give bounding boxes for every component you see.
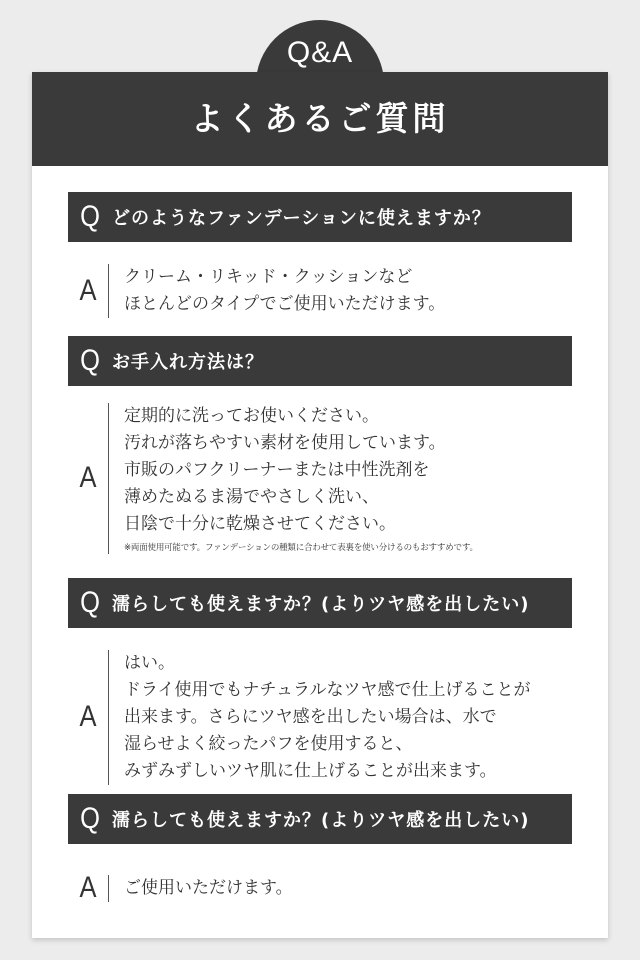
answer-note: ※両面使用可能です。ファンデーションの種類に合わせて表裏を使い分けるのもおすすめです。: [124, 542, 478, 553]
answer-body: [108, 264, 445, 318]
question-bar: [68, 192, 572, 242]
answer-line: みずみずしいツヤ肌に仕上げることが出来ます。: [124, 760, 497, 781]
answer-block: [68, 400, 572, 556]
answer-line: 市販のパフクリーナーまたは中性洗剤を: [124, 459, 430, 480]
q-letter: Q: [80, 344, 100, 377]
q-letter: Q: [80, 802, 100, 835]
question-text: どのようなファンデーションに使えますか？: [112, 208, 491, 229]
answer-block: [68, 866, 572, 910]
question-bar: [68, 336, 572, 386]
a-letter: A: [79, 871, 97, 904]
answer-line: 定期的に洗ってお使いください。: [124, 405, 379, 426]
qa-badge-label: Q&A: [286, 36, 354, 69]
faq-card: [32, 72, 608, 938]
answer-line: 日陰で十分に乾燥させてください。: [124, 513, 396, 534]
answer-line: 薄めたぬるま湯でやさしく洗い、: [124, 486, 379, 507]
answer-line: クリーム・リキッド・クッションなど: [124, 267, 413, 287]
q-letter: Q: [80, 200, 100, 233]
answer-line: ご使用いただけます。: [124, 877, 293, 898]
answer-block: [68, 260, 572, 322]
answer-block: [68, 648, 572, 786]
answer-line: はい。: [124, 652, 175, 673]
answer-line: ドライ使用でもナチュラルなツヤ感で仕上げることが: [124, 679, 531, 700]
answer-line: 汚れが落ちやすい素材を使用しています。: [124, 432, 446, 453]
answer-line: 湿らせよく絞ったパフを使用すると、: [124, 733, 413, 754]
question-text: 濡らしても使えますか？(よりツヤ感を出したい): [112, 594, 530, 615]
answer-line: 出来ます。さらにツヤ感を出したい場合は、水で: [124, 706, 497, 727]
a-letter: A: [79, 274, 97, 307]
answer-body: [108, 875, 293, 902]
page-title: よくあるご質問: [32, 72, 608, 166]
a-letter: A: [79, 700, 97, 733]
question-text: お手入れ方法は？: [112, 352, 264, 373]
question-text: 濡らしても使えますか？(よりツヤ感を出したい): [112, 810, 530, 831]
question-bar: [68, 578, 572, 628]
question-bar: [68, 794, 572, 844]
q-letter: Q: [80, 586, 100, 619]
answer-body: [108, 650, 530, 785]
a-letter: A: [79, 461, 97, 494]
answer-line: ほとんどのタイプでご使用いただけます。: [124, 294, 446, 314]
answer-body: [108, 403, 478, 554]
